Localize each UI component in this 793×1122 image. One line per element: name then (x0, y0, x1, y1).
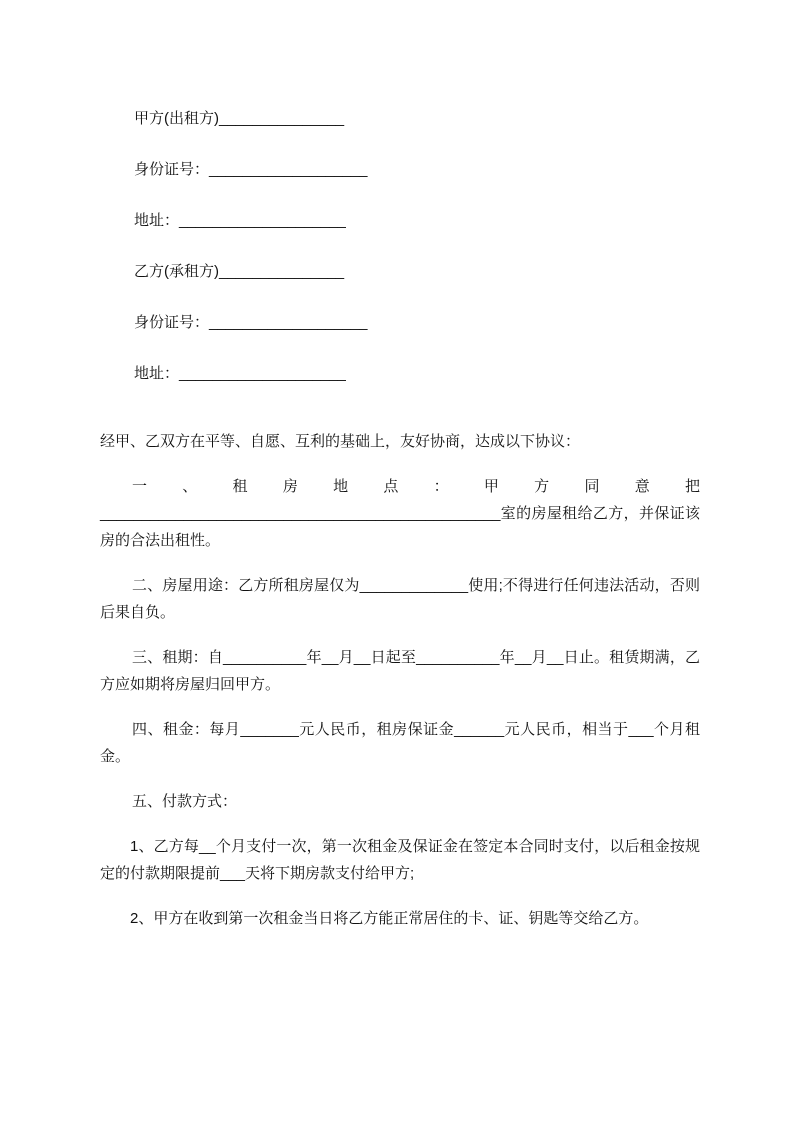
clause-rent: 四、租金：每月_______元人民币，租房保证金______元人民币，相当于___个月租金。 (100, 721, 700, 765)
landlord-id-line: 身份证号：___________________ (134, 161, 368, 178)
landlord-address-line: 地址：____________________ (134, 212, 346, 229)
clause-location: 一、租房地点：甲方同意把________________________________________________室的房屋租给乙方，并保证该房的合法出租性。 (100, 478, 700, 549)
clause-usage: 二、房屋用途：乙方所租房屋仅为_____________使用;不得进行任何违法活动，否则后果自负。 (100, 577, 700, 621)
landlord-line: 甲方(出租方)_______________ (134, 110, 345, 127)
tenant-id-line: 身份证号：___________________ (134, 314, 368, 331)
clause-payment-item-2: 2、甲方在收到第一次租金当日将乙方能正常居住的卡、证、钥匙等交给乙方。 (130, 910, 649, 927)
clause-payment-title: 五、付款方式： (132, 793, 238, 810)
preamble-paragraph: 经甲、乙双方在平等、自愿、互利的基础上，友好协商，达成以下协议： (100, 433, 581, 450)
clause-payment-item-1: 1、乙方每__个月支付一次，第一次租金及保证金在签定本合同时支付，以后租金按规定的付款期限提前___天将下期房款支付给甲方; (100, 838, 700, 882)
clause-term: 三、租期：自__________年__月__日起至__________年__月__日止。租赁期满，乙方应如期将房屋归回甲方。 (100, 649, 700, 693)
tenant-line: 乙方(承租方)_______________ (134, 263, 345, 280)
document-body (100, 108, 700, 938)
tenant-address-line: 地址：____________________ (134, 365, 346, 382)
